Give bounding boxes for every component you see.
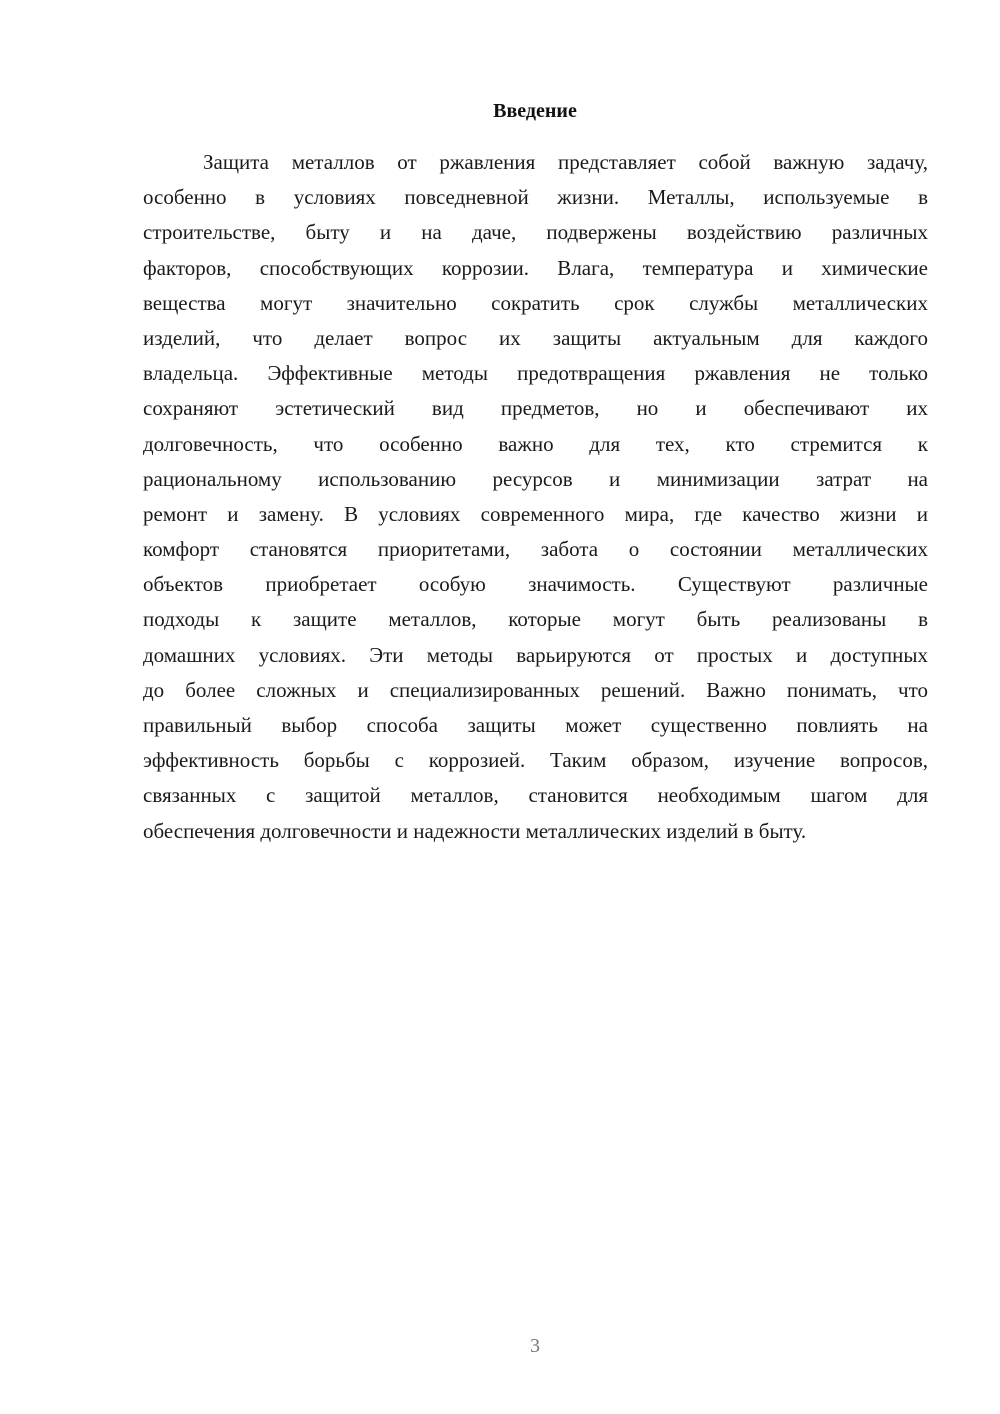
paragraph-line: ремонт и замену. В условиях современного мира, где качество жизни и [143,501,928,526]
paragraph-line: подходы к защите металлов, которые могут быть реализованы в [143,607,928,632]
section-heading: Введение [493,100,577,122]
paragraph-line: Защита металлов от ржавления представляет собой важную задачу, [203,150,928,174]
paragraph-line: эффективность борьбы с коррозией. Таким образом, изучение вопросов, [143,748,928,773]
paragraph-line: сохраняют эстетический вид предметов, но и обеспечивают их [143,396,928,421]
paragraph-line: долговечность, что особенно важно для тех, кто стремится к [143,431,928,456]
paragraph-line: изделий, что делает вопрос их защиты актуальным для каждого [143,325,928,350]
paragraph-line: вещества могут значительно сократить срок службы металлических [143,290,928,315]
paragraph-line: обеспечения долговечности и надежности металлических изделий в быту. [143,818,807,843]
paragraph-line: строительстве, быту и на даче, подвержены воздействию различных [143,220,928,245]
paragraph-line: комфорт становятся приоритетами, забота о состоянии металлических [143,537,928,562]
introduction-paragraph [143,145,928,849]
paragraph-line: до более сложных и специализированных решений. Важно понимать, что [143,677,928,702]
paragraph-line: рациональному использованию ресурсов и минимизации затрат на [143,466,928,491]
paragraph-line: факторов, способствующих коррозии. Влага, температура и химические [143,255,928,280]
page-number: 3 [530,1335,540,1357]
paragraph-line: связанных с защитой металлов, становится необходимым шагом для [143,783,928,808]
paragraph-line: объектов приобретает особую значимость. Существуют различные [143,572,928,597]
paragraph-line: владельца. Эффективные методы предотвращения ржавления не только [143,361,928,386]
paragraph-line: домашних условиях. Эти методы варьируются от простых и доступных [143,642,928,667]
paragraph-line: правильный выбор способа защиты может существенно повлиять на [143,713,928,737]
paragraph-line: особенно в условиях повседневной жизни. Металлы, используемые в [143,185,928,210]
